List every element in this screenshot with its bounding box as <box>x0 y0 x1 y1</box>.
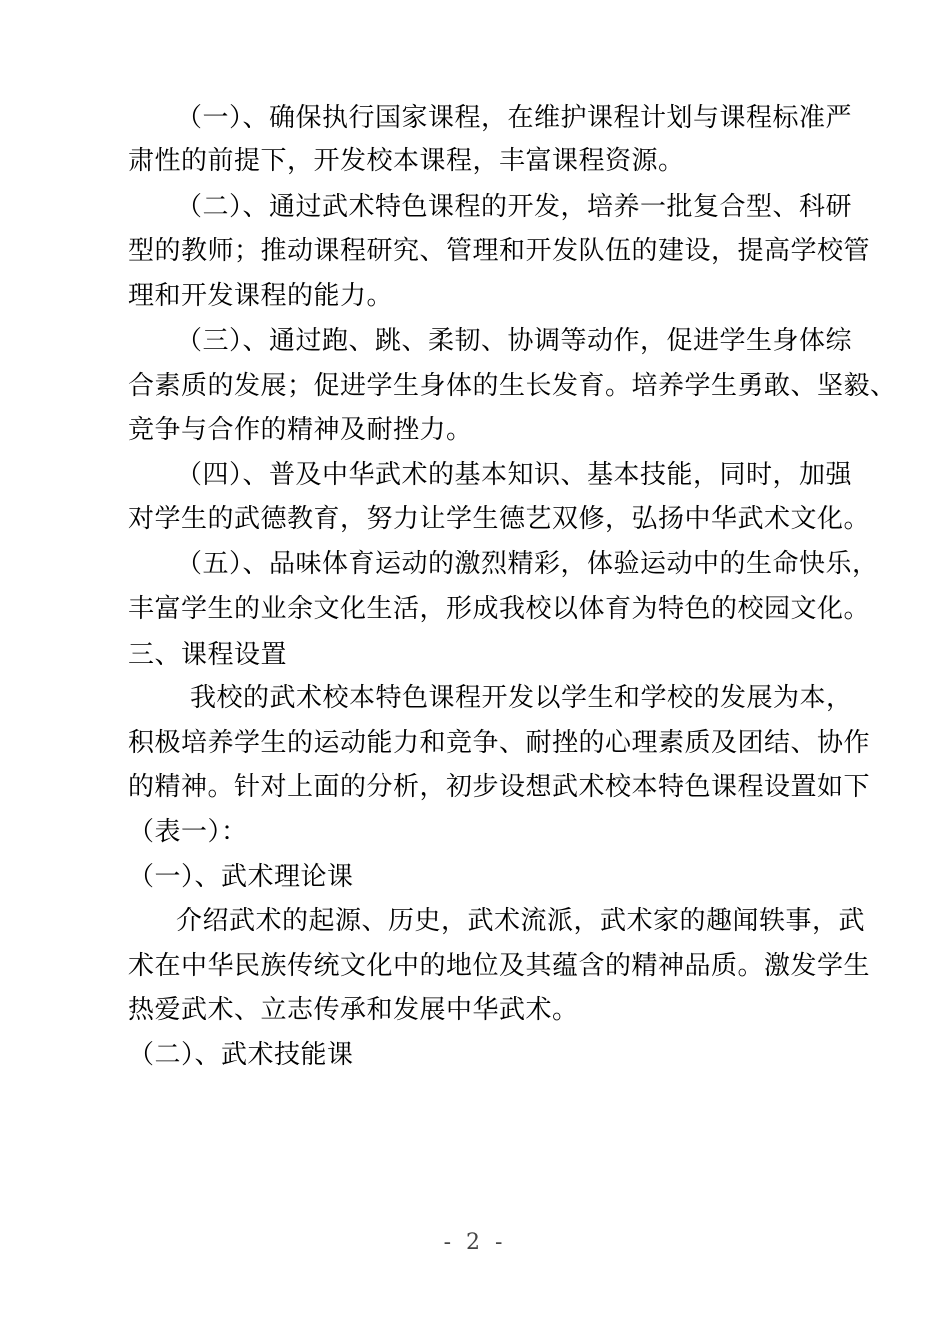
subheading-theory: （一）、武术理论课 <box>128 862 354 892</box>
paragraph-2-line-1: （二）、通过武术特色课程的开发，培养一批复合型、科研 <box>176 192 853 222</box>
paragraph-5-line-2: 丰富学生的业余文化生活，形成我校以体育为特色的校园文化。 <box>128 594 871 624</box>
paragraph-2-line-2: 型的教师；推动课程研究、管理和开发队伍的建设，提高学校管 <box>128 236 871 266</box>
paragraph-5-line-1: （五）、品味体育运动的激烈精彩，体验运动中的生命快乐， <box>176 549 879 579</box>
paragraph-4-line-2: 对学生的武德教育，努力让学生德艺双修，弘扬中华武术文化。 <box>128 504 871 534</box>
paragraph-1-line-2: 肃性的前提下，开发校本课程，丰富课程资源。 <box>128 146 685 176</box>
paragraph-1-line-1: （一）、确保执行国家课程，在维护课程计划与课程标准严 <box>176 103 853 133</box>
intro-line-4: （表一）： <box>128 817 248 847</box>
intro-line-3: 的精神。针对上面的分析，初步设想武术校本特色课程设置如下 <box>128 772 871 802</box>
paragraph-4-line-1: （四）、普及中华武术的基本知识、基本技能，同时，加强 <box>176 460 853 490</box>
section-heading: 三、课程设置 <box>128 640 288 670</box>
subheading-skills: （二）、武术技能课 <box>128 1040 354 1070</box>
page-number: - 2 - <box>443 1230 507 1255</box>
paragraph-2-line-3: 理和开发课程的能力。 <box>128 281 394 311</box>
theory-line-3: 热爱武术、立志传承和发展中华武术。 <box>128 995 579 1025</box>
paragraph-3-line-1: （三）、通过跑、跳、柔韧、协调等动作，促进学生身体综 <box>176 326 853 356</box>
paragraph-3-line-2: 合素质的发展；促进学生身体的生长发育。培养学生勇敢、坚毅、 <box>128 371 897 401</box>
intro-line-2: 积极培养学生的运动能力和竞争、耐挫的心理素质及团结、协作 <box>128 728 871 758</box>
theory-line-2: 术在中华民族传统文化中的地位及其蕴含的精神品质。激发学生 <box>128 951 871 981</box>
theory-line-1: 介绍武术的起源、历史，武术流派，武术家的趣闻轶事，武 <box>176 906 866 936</box>
paragraph-3-line-3: 竞争与合作的精神及耐挫力。 <box>128 415 473 445</box>
intro-line-1: 我校的武术校本特色课程开发以学生和学校的发展为本， <box>190 683 853 713</box>
